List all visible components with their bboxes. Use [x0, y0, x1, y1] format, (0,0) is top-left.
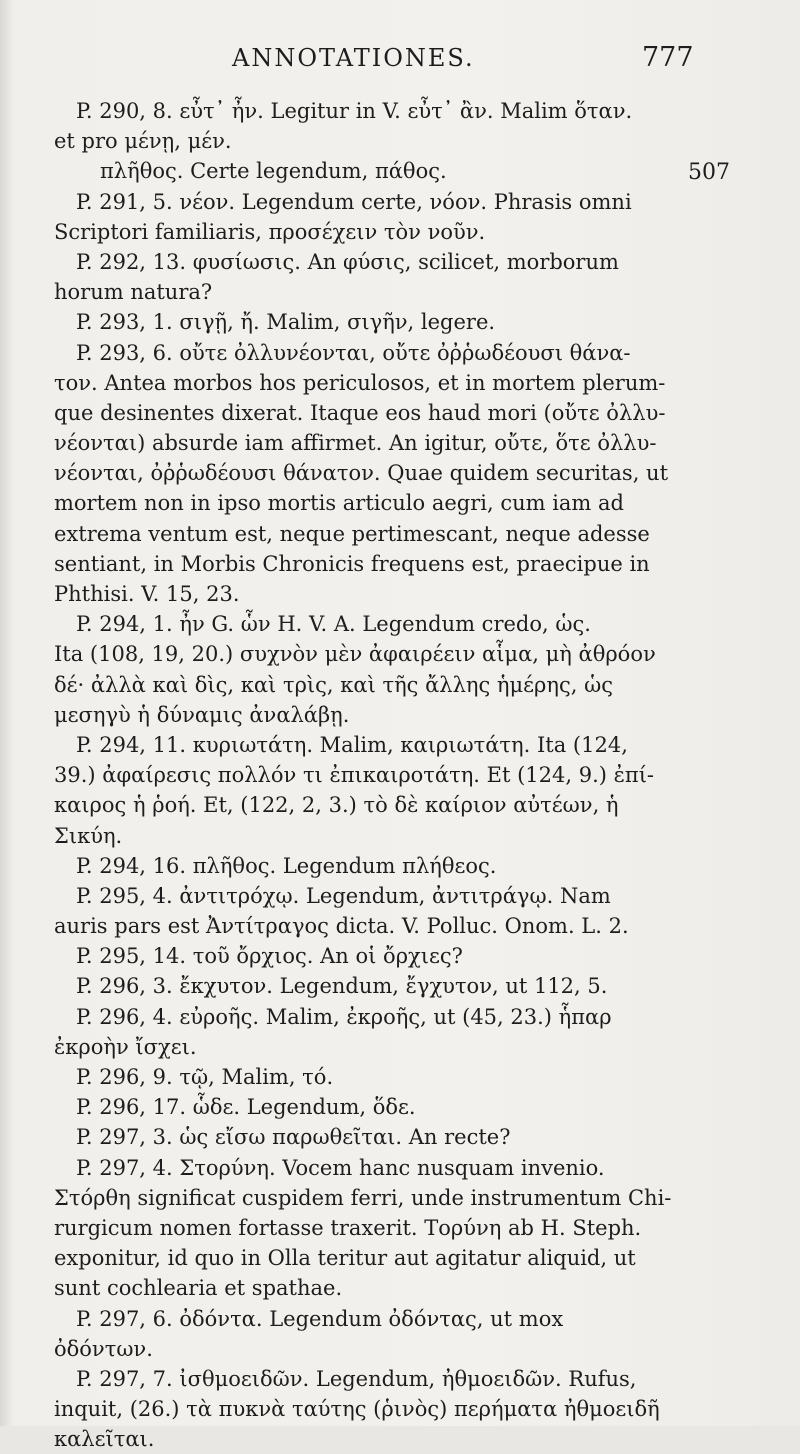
text-line: P. 294, 16. πλῆθος. Legendum πλήθεος.	[76, 853, 497, 878]
text-line: P. 296, 17. ὧδε. Legendum, ὅδε.	[76, 1095, 416, 1120]
text-line: sentiant, in Morbis Chronicis frequens est, praecipue in	[54, 551, 650, 576]
text-line: P. 296, 9. τῷ, Malim, τό.	[76, 1065, 334, 1089]
text-line: mortem non in ipso mortis articulo aegri, cum iam ad	[54, 491, 624, 516]
text-line: τον. Antea morbos hos periculosos, et in mortem plerum-	[54, 370, 666, 395]
text-line: Ita (108, 19, 20.) συχνὸν μὲν ἀφαιρέειν αἷμα, μὴ ἀθρόον	[54, 642, 656, 667]
text-line: P. 297, 7. ἰσθμοειδῶν. Legendum, ἠθμοειδῶν. Rufus,	[76, 1366, 637, 1391]
text-line: ἐκροὴν ἴσχει.	[54, 1034, 197, 1059]
text-line: Phthisi. V. 15, 23.	[54, 582, 240, 606]
text-line: P. 295, 14. τοῦ ὄρχιος. An οἱ ὄρχιες?	[76, 944, 463, 969]
text-line: P. 297, 4. Στορύνη. Vocem hanc nusquam invenio.	[76, 1155, 605, 1180]
text-line: δέ· ἀλλὰ καὶ δὶς, καὶ τρὶς, καὶ τῆς ἄλλης ἡμέρης, ὡς	[54, 672, 613, 697]
text-line: sunt cochlearia et spathae.	[54, 1276, 343, 1301]
text-line: P. 293, 1. σιγῇ, ἤ. Malim, σιγῆν, legere.	[76, 310, 496, 335]
text-line: et pro μένῃ, μέν.	[54, 129, 232, 154]
text-line: καιρος ἡ ῥοή. Et, (122, 2, 3.) τὸ δὲ καίριον αὐτέων, ἡ	[54, 793, 619, 818]
text-line: P. 296, 4. εὐροῆς. Malim, ἐκροῆς, ut (45, 23.) ἧπαρ	[76, 1004, 612, 1029]
text-line: P. 290, 8. εὖτ᾽ ἦν. Legitur in V. εὖτ᾽ ἂν. Malim ὅταν.	[76, 99, 633, 123]
text-line: inquit, (26.) τὰ πυκνὰ ταύτης (ῥινὸς) περήματα ἠθμοειδῆ	[54, 1397, 660, 1422]
text-line: Στόρθη significat cuspidem ferri, unde instrumentum Chi-	[54, 1185, 672, 1210]
text-line: que desinentes dixerat. Itaque eos haud mori (οὔτε ὀλλυ-	[54, 400, 666, 425]
running-title: ANNOTATIONES.	[232, 44, 475, 72]
text-line: horum natura?	[54, 280, 213, 305]
text-line: P. 297, 6. ὀδόντα. Legendum ὀδόντας, ut mox	[76, 1306, 564, 1331]
text-line: P. 292, 13. φυσίωσις. An φύσις, scilicet, morborum	[76, 249, 619, 274]
margin-page-number: 507	[688, 160, 730, 185]
text-line: P. 295, 4. ἀντιτρόχῳ. Legendum, ἀντιτράγῳ. Nam	[76, 883, 611, 908]
text-line: P. 291, 5. νέον. Legendum certe, νόον. Phrasis omni	[76, 189, 632, 214]
text-line: πλῆθος. Certe legendum, πάθος.	[100, 159, 447, 184]
page-header	[0, 44, 800, 84]
text-line: P. 296, 3. ἔκχυτον. Legendum, ἔγχυτον, ut 112, 5.	[76, 974, 608, 999]
text-line: Scriptori familiaris, προσέχειν τὸν νοῦν.	[54, 219, 486, 244]
text-line: 39.) ἀφαίρεσις πολλόν τι ἐπικαιροτάτη. Et (124, 9.) ἐπί-	[54, 763, 655, 788]
text-line: P. 297, 3. ὡς εἴσω παρωθεῖται. An recte?	[76, 1125, 511, 1150]
text-line: Σικύη.	[54, 823, 123, 848]
text-line: exponitur, id quo in Olla teritur aut agitatur aliquid, ut	[54, 1246, 636, 1271]
text-line: P. 293, 6. οὔτε ὀλλυνέονται, οὔτε ὀῤῥωδέουσι θάνα-	[76, 340, 631, 365]
text-line: καλεῖται.	[54, 1427, 155, 1452]
text-line: μεσηγὺ ἡ δύναμις ἀναλάβῃ.	[54, 702, 350, 727]
text-line: P. 294, 11. κυριωτάτη. Malim, καιριωτάτη. Ita (124,	[76, 732, 628, 757]
annotation-text	[54, 96, 696, 1454]
text-line: rurgicum nomen fortasse traxerit. Τορύνη ab H. Steph.	[54, 1215, 642, 1240]
text-line: νέονται) absurde iam affirmet. An igitur, οὔτε, ὅτε ὀλλυ-	[54, 431, 657, 456]
text-line: νέονται, ὀῤῥωδέουσι θάνατον. Quae quidem securitas, ut	[54, 461, 669, 486]
text-line: extrema ventum est, neque pertimescant, neque adesse	[54, 521, 650, 546]
text-line: auris pars est Ἀντίτραγος dicta. V. Polluc. Onom. L. 2.	[54, 914, 629, 939]
page-number: 777	[642, 42, 694, 73]
text-line: P. 294, 1. ἦν G. ὧν H. V. A. Legendum credo, ὡς.	[76, 612, 591, 637]
text-line: ὀδόντων.	[54, 1336, 153, 1361]
